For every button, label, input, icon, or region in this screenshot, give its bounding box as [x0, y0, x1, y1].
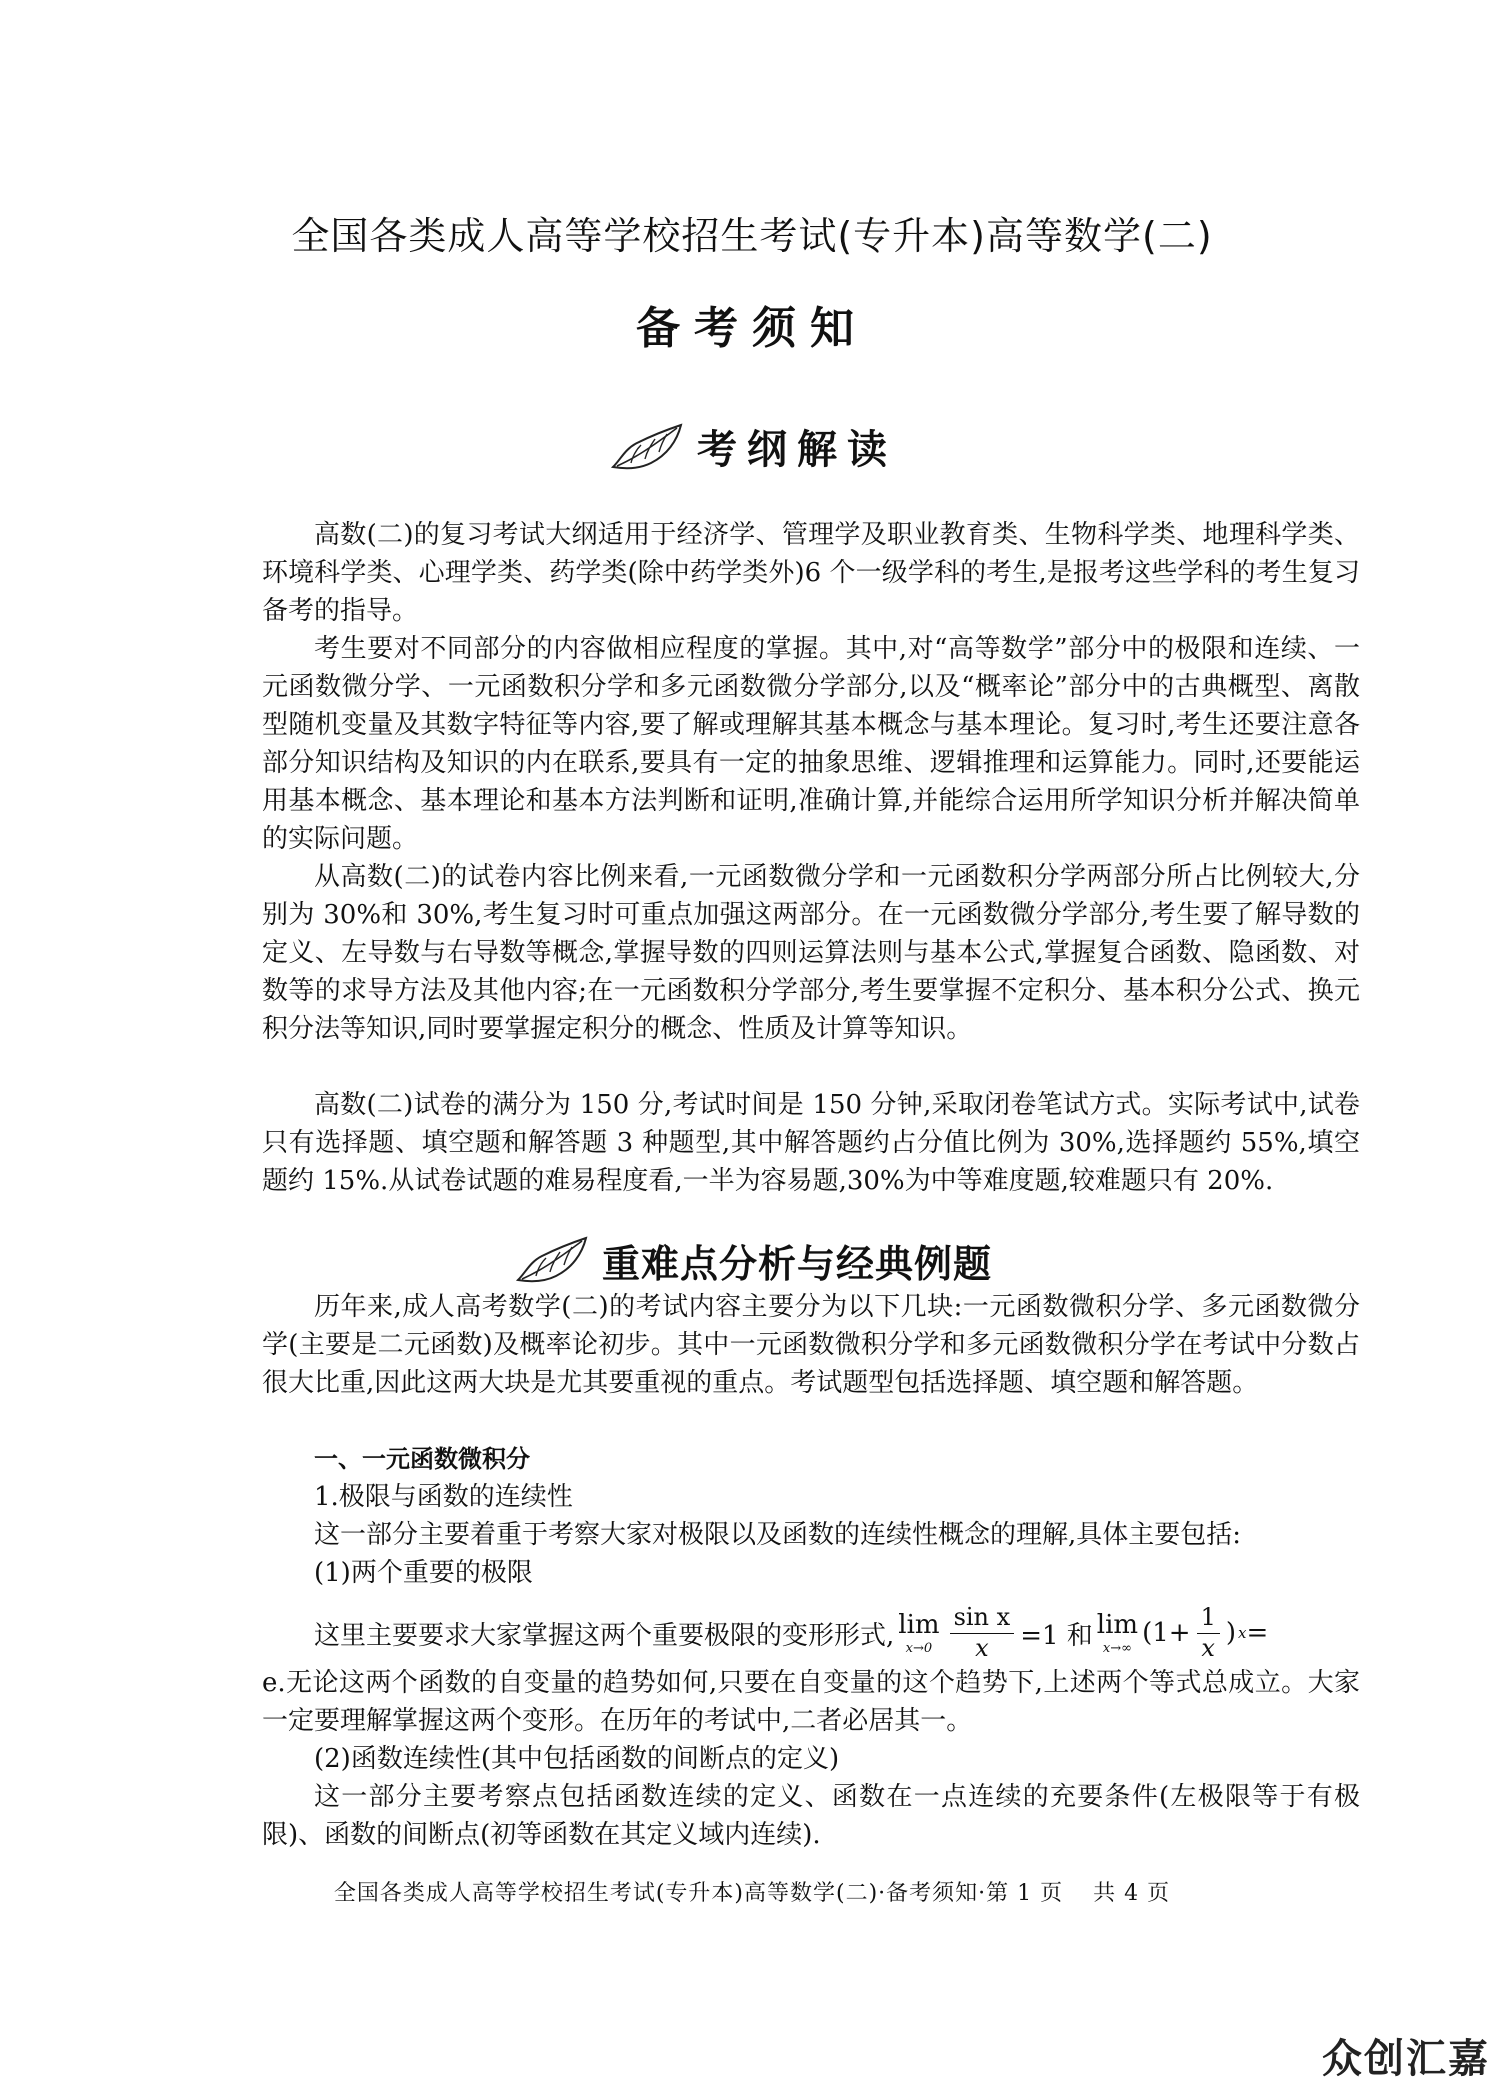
- page-footer: [0, 1876, 1504, 1907]
- paragraph: 高数(二)的复习考试大纲适用于经济学、管理学及职业教育类、生物科学类、地理科学类、环境科学类、心理学类、药学类(除中药学类外)6 个一级学科的考生,是报考这些学科的考生复习备考的指导。: [262, 520, 1360, 626]
- footer-total-pages: 共 4 页: [1093, 1881, 1171, 1906]
- equals-text: =1 和: [1020, 1620, 1093, 1651]
- paragraph: e.无论这两个函数的自变量的趋势如何,只要在自变量的这个趋势下,上述两个等式总成立。大家一定要理解掌握这两个变形。在历年的考试中,二者必居其一。: [262, 1668, 1360, 1736]
- topic-heading: 1.极限与函数的连续性: [314, 1482, 573, 1512]
- paren-close: ): [1225, 1618, 1236, 1648]
- leaf-icon: [512, 1232, 592, 1288]
- paragraph: 历年来,成人高考数学(二)的考试内容主要分为以下几块:一元函数微积分学、多元函数微分学(主要是二元函数)及概率论初步。其中一元函数微积分学和多元函数微积分学在考试中分数占很大比重,因此这两大块是尤其要重视的重点。考试题型包括选择题、填空题和解答题。: [262, 1292, 1360, 1398]
- fraction-numerator: sin x: [950, 1605, 1015, 1633]
- equals-text: =: [1246, 1618, 1269, 1648]
- leaf-icon: [607, 419, 687, 475]
- fraction-numerator: 1: [1197, 1605, 1220, 1633]
- fraction: [1197, 1605, 1220, 1660]
- section-title: 重难点分析与经典例题: [601, 1240, 992, 1286]
- paragraph: 考生要对不同部分的内容做相应程度的掌握。其中,对“高等数学”部分中的极限和连续、一元函数微分学、一元函数积分学和多元函数微分学部分,以及“概率论”部分中的古典概型、离散型随机变量及其数字特征等内容,要了解或理解其基本概念与基本理论。复习时,考生还要注意各部分知识结构及知识的内在联系,要具有一定的抽象思维、逻辑推理和运算能力。同时,还要能运用基本概念、基本理论和基本方法判断和证明,准确计算,并能综合运用所学知识分析并解决简单的实际问题。: [262, 634, 1360, 854]
- limit-subscript: x→∞: [1102, 1640, 1132, 1656]
- document-title: 全国各类成人高等学校招生考试(专升本)高等数学(二): [291, 214, 1213, 258]
- formula-lead-text: 这里主要要求大家掌握这两个重要极限的变形形式,: [314, 1620, 895, 1651]
- paragraph: 这一部分主要考察点包括函数连续的定义、函数在一点连续的充要条件(左极限等于有极限)、函数的间断点(初等函数在其定义域内连续).: [262, 1782, 1360, 1850]
- limit-operator: [1096, 1609, 1139, 1656]
- limit-operator: [898, 1609, 940, 1656]
- paragraph: 高数(二)试卷的满分为 150 分,考试时间是 150 分钟,采取闭卷笔试方式。实际考试中,试卷只有选择题、填空题和解答题 3 种题型,其中解答题约占分值比例为 30%,选择题约 55%,填空题约 15%.从试卷试题的难易程度看,一半为容易题,30%为中等难度题,较难题只有 20%.: [262, 1090, 1360, 1196]
- fraction-denominator: x: [1201, 1633, 1215, 1662]
- paragraph: 从高数(二)的试卷内容比例来看,一元函数微分学和一元函数积分学两部分所占比例较大,分别为 30%和 30%,考生复习时可重点加强这两部分。在一元函数微分学部分,考生要了解导数的定义、左导数与右导数等概念,掌握导数的四则运算法则与基本公式,掌握复合函数、隐函数、对数等的求导方法及其他内容;在一元函数积分学部分,考生要掌握不定积分、基本积分公式、换元积分法等知识,同时要掌握定积分的概念、性质及计算等知识。: [262, 862, 1360, 1044]
- section-title: 考纲解读: [697, 426, 897, 473]
- limit-formula-line: [314, 1598, 1268, 1668]
- topic-item: (1)两个重要的极限: [314, 1558, 533, 1588]
- exponent: x: [1238, 1624, 1247, 1642]
- subsection-heading: 一、一元函数微积分: [314, 1445, 530, 1473]
- section-heading-key-points: [0, 1232, 1504, 1288]
- paren-open: (1+: [1142, 1618, 1191, 1648]
- fraction: [950, 1605, 1015, 1660]
- limit-subscript: x→0: [905, 1640, 933, 1656]
- limit-word: lim: [898, 1609, 940, 1640]
- limit-word: lim: [1096, 1609, 1139, 1640]
- fraction-denominator: x: [975, 1633, 989, 1662]
- topic-item: (2)函数连续性(其中包括函数的间断点的定义): [314, 1744, 840, 1774]
- section-heading-syllabus: [0, 418, 1504, 475]
- document-subtitle: 备考须知: [636, 303, 868, 354]
- topic-intro: 这一部分主要着重于考察大家对极限以及函数的连续性概念的理解,具体主要包括:: [314, 1520, 1242, 1550]
- footer-text: 全国各类成人高等学校招生考试(专升本)高等数学(二)·备考须知·第 1 页: [333, 1881, 1064, 1906]
- watermark: 众创汇嘉: [1322, 2036, 1490, 2082]
